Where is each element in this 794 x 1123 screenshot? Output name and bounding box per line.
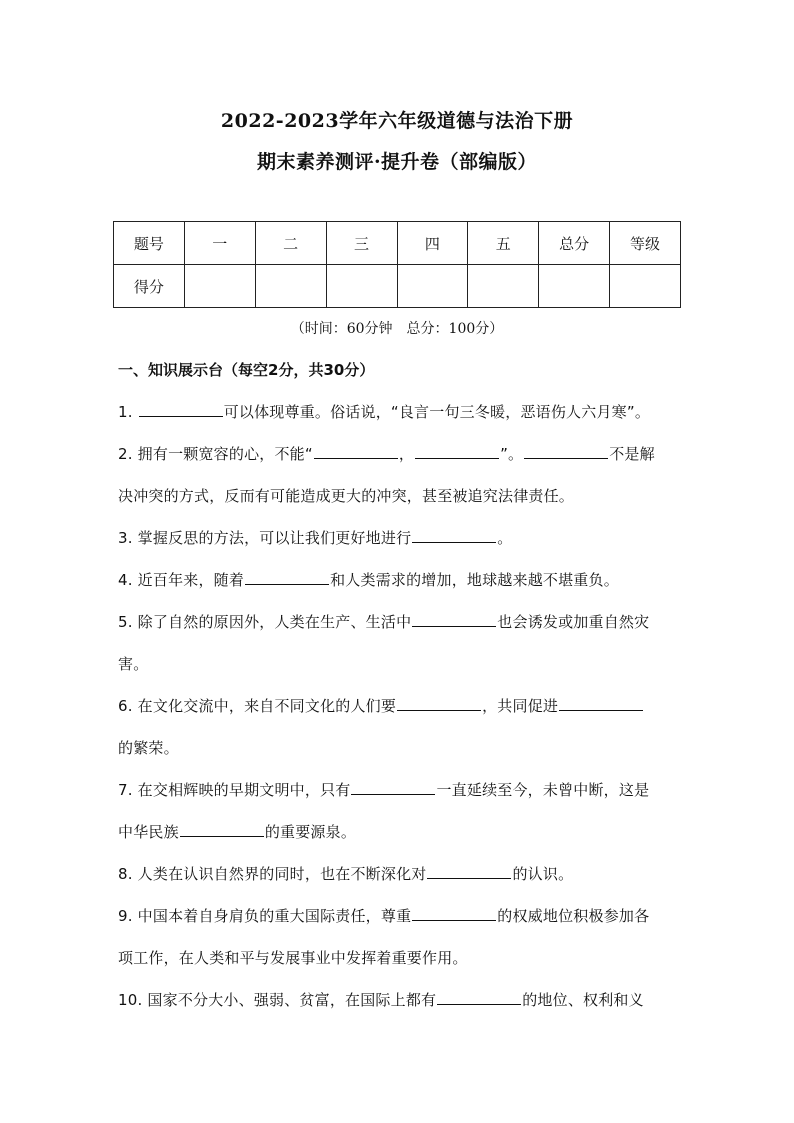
answer-blank[interactable] [139, 402, 223, 417]
header-cell: 五 [468, 222, 539, 265]
question-8 [118, 863, 678, 884]
answer-blank[interactable] [559, 696, 643, 711]
answer-blank[interactable] [397, 696, 481, 711]
title-line-1: 2022-2023学年六年级道德与法治下册 [220, 110, 574, 132]
q5-text: 害。 [118, 655, 149, 673]
score-cell[interactable] [468, 265, 539, 308]
header-cell: 题号 [114, 222, 185, 265]
question-4 [118, 569, 678, 590]
question-7-cont [118, 821, 678, 842]
question-6-cont [118, 737, 678, 758]
q2-text: 决冲突的方式，反而有可能造成更大的冲突，甚至被追究法律责任。 [118, 487, 575, 505]
answer-blank[interactable] [351, 780, 435, 795]
title-line-2: 期末素养测评·提升卷（部编版） [256, 151, 538, 173]
q6-text: 的繁荣。 [118, 739, 179, 757]
answer-blank[interactable] [412, 612, 496, 627]
header-cell: 三 [326, 222, 397, 265]
answer-blank[interactable] [524, 444, 608, 459]
q2-text: 2. 拥有一颗宽容的心，不能“ [118, 445, 313, 463]
question-2-cont [118, 485, 678, 506]
answer-blank[interactable] [437, 990, 521, 1005]
q10-text: 的地位、权利和义 [522, 991, 644, 1009]
q9-text: 项工作，在人类和平与发展事业中发挥着重要作用。 [118, 949, 468, 967]
q9-text: 的权威地位积极参加各 [497, 907, 650, 925]
header-cell: 四 [397, 222, 468, 265]
score-table-header-row [114, 222, 681, 265]
score-cell[interactable] [255, 265, 326, 308]
score-cell[interactable] [397, 265, 468, 308]
header-cell: 二 [255, 222, 326, 265]
question-7 [118, 779, 678, 800]
q7-text: 中华民族 [118, 823, 179, 841]
q6-text: 6. 在文化交流中，来自不同文化的人们要 [118, 697, 397, 715]
question-10 [118, 989, 678, 1010]
answer-blank[interactable] [427, 864, 511, 879]
answer-blank[interactable] [245, 570, 329, 585]
time-note: （时间：60分钟 总分：100分） [290, 321, 504, 337]
q1-text: 可以体现尊重。俗话说，“良言一句三冬暖，恶语伤人六月寒”。 [223, 403, 651, 421]
answer-blank[interactable] [314, 444, 398, 459]
header-cell: 一 [184, 222, 255, 265]
q10-text: 10. 国家不分大小、强弱、贫富，在国际上都有 [118, 991, 437, 1009]
q3-text: 。 [497, 529, 513, 547]
answer-blank[interactable] [415, 444, 499, 459]
score-cell[interactable] [610, 265, 681, 308]
q8-text: 的认识。 [512, 865, 574, 883]
score-table-score-row [114, 265, 681, 308]
answer-blank[interactable] [180, 822, 264, 837]
question-9-cont [118, 947, 678, 968]
q2-text: ”。 [500, 445, 524, 463]
header-cell: 等级 [610, 222, 681, 265]
q5-text: 也会诱发或加重自然灾 [497, 613, 650, 631]
question-5-cont [118, 653, 678, 674]
question-2 [118, 443, 678, 464]
answer-blank[interactable] [412, 528, 496, 543]
question-3 [118, 527, 678, 548]
q8-text: 8. 人类在认识自然界的同时，也在不断深化对 [118, 865, 427, 883]
q5-text: 5. 除了自然的原因外，人类在生产、生活中 [118, 613, 412, 631]
score-cell[interactable] [326, 265, 397, 308]
q7-text: 的重要源泉。 [264, 823, 357, 841]
question-6 [118, 695, 678, 716]
q7-text: 7. 在交相辉映的早期文明中，只有 [118, 781, 351, 799]
question-9 [118, 905, 678, 926]
q4-text: 和人类需求的增加，地球越来越不堪重负。 [330, 571, 619, 589]
section-1-title: 一、知识展示台（每空2分，共30分） [118, 361, 375, 379]
score-table [113, 221, 681, 308]
score-cell[interactable] [184, 265, 255, 308]
question-1 [118, 401, 678, 422]
q4-text: 4. 近百年来，随着 [118, 571, 245, 589]
score-row-label: 得分 [114, 265, 185, 308]
q9-text: 9. 中国本着自身肩负的重大国际责任，尊重 [118, 907, 412, 925]
q2-text: ， [398, 445, 415, 463]
q6-text: ，共同促进 [482, 697, 559, 715]
q1-text: 1. [118, 403, 138, 421]
header-cell: 总分 [539, 222, 610, 265]
q2-text: 不是解 [609, 445, 655, 463]
q3-text: 3. 掌握反思的方法，可以让我们更好地进行 [118, 529, 412, 547]
answer-blank[interactable] [412, 906, 496, 921]
score-cell[interactable] [539, 265, 610, 308]
question-5 [118, 611, 678, 632]
q7-text: 一直延续至今，未曾中断，这是 [436, 781, 650, 799]
